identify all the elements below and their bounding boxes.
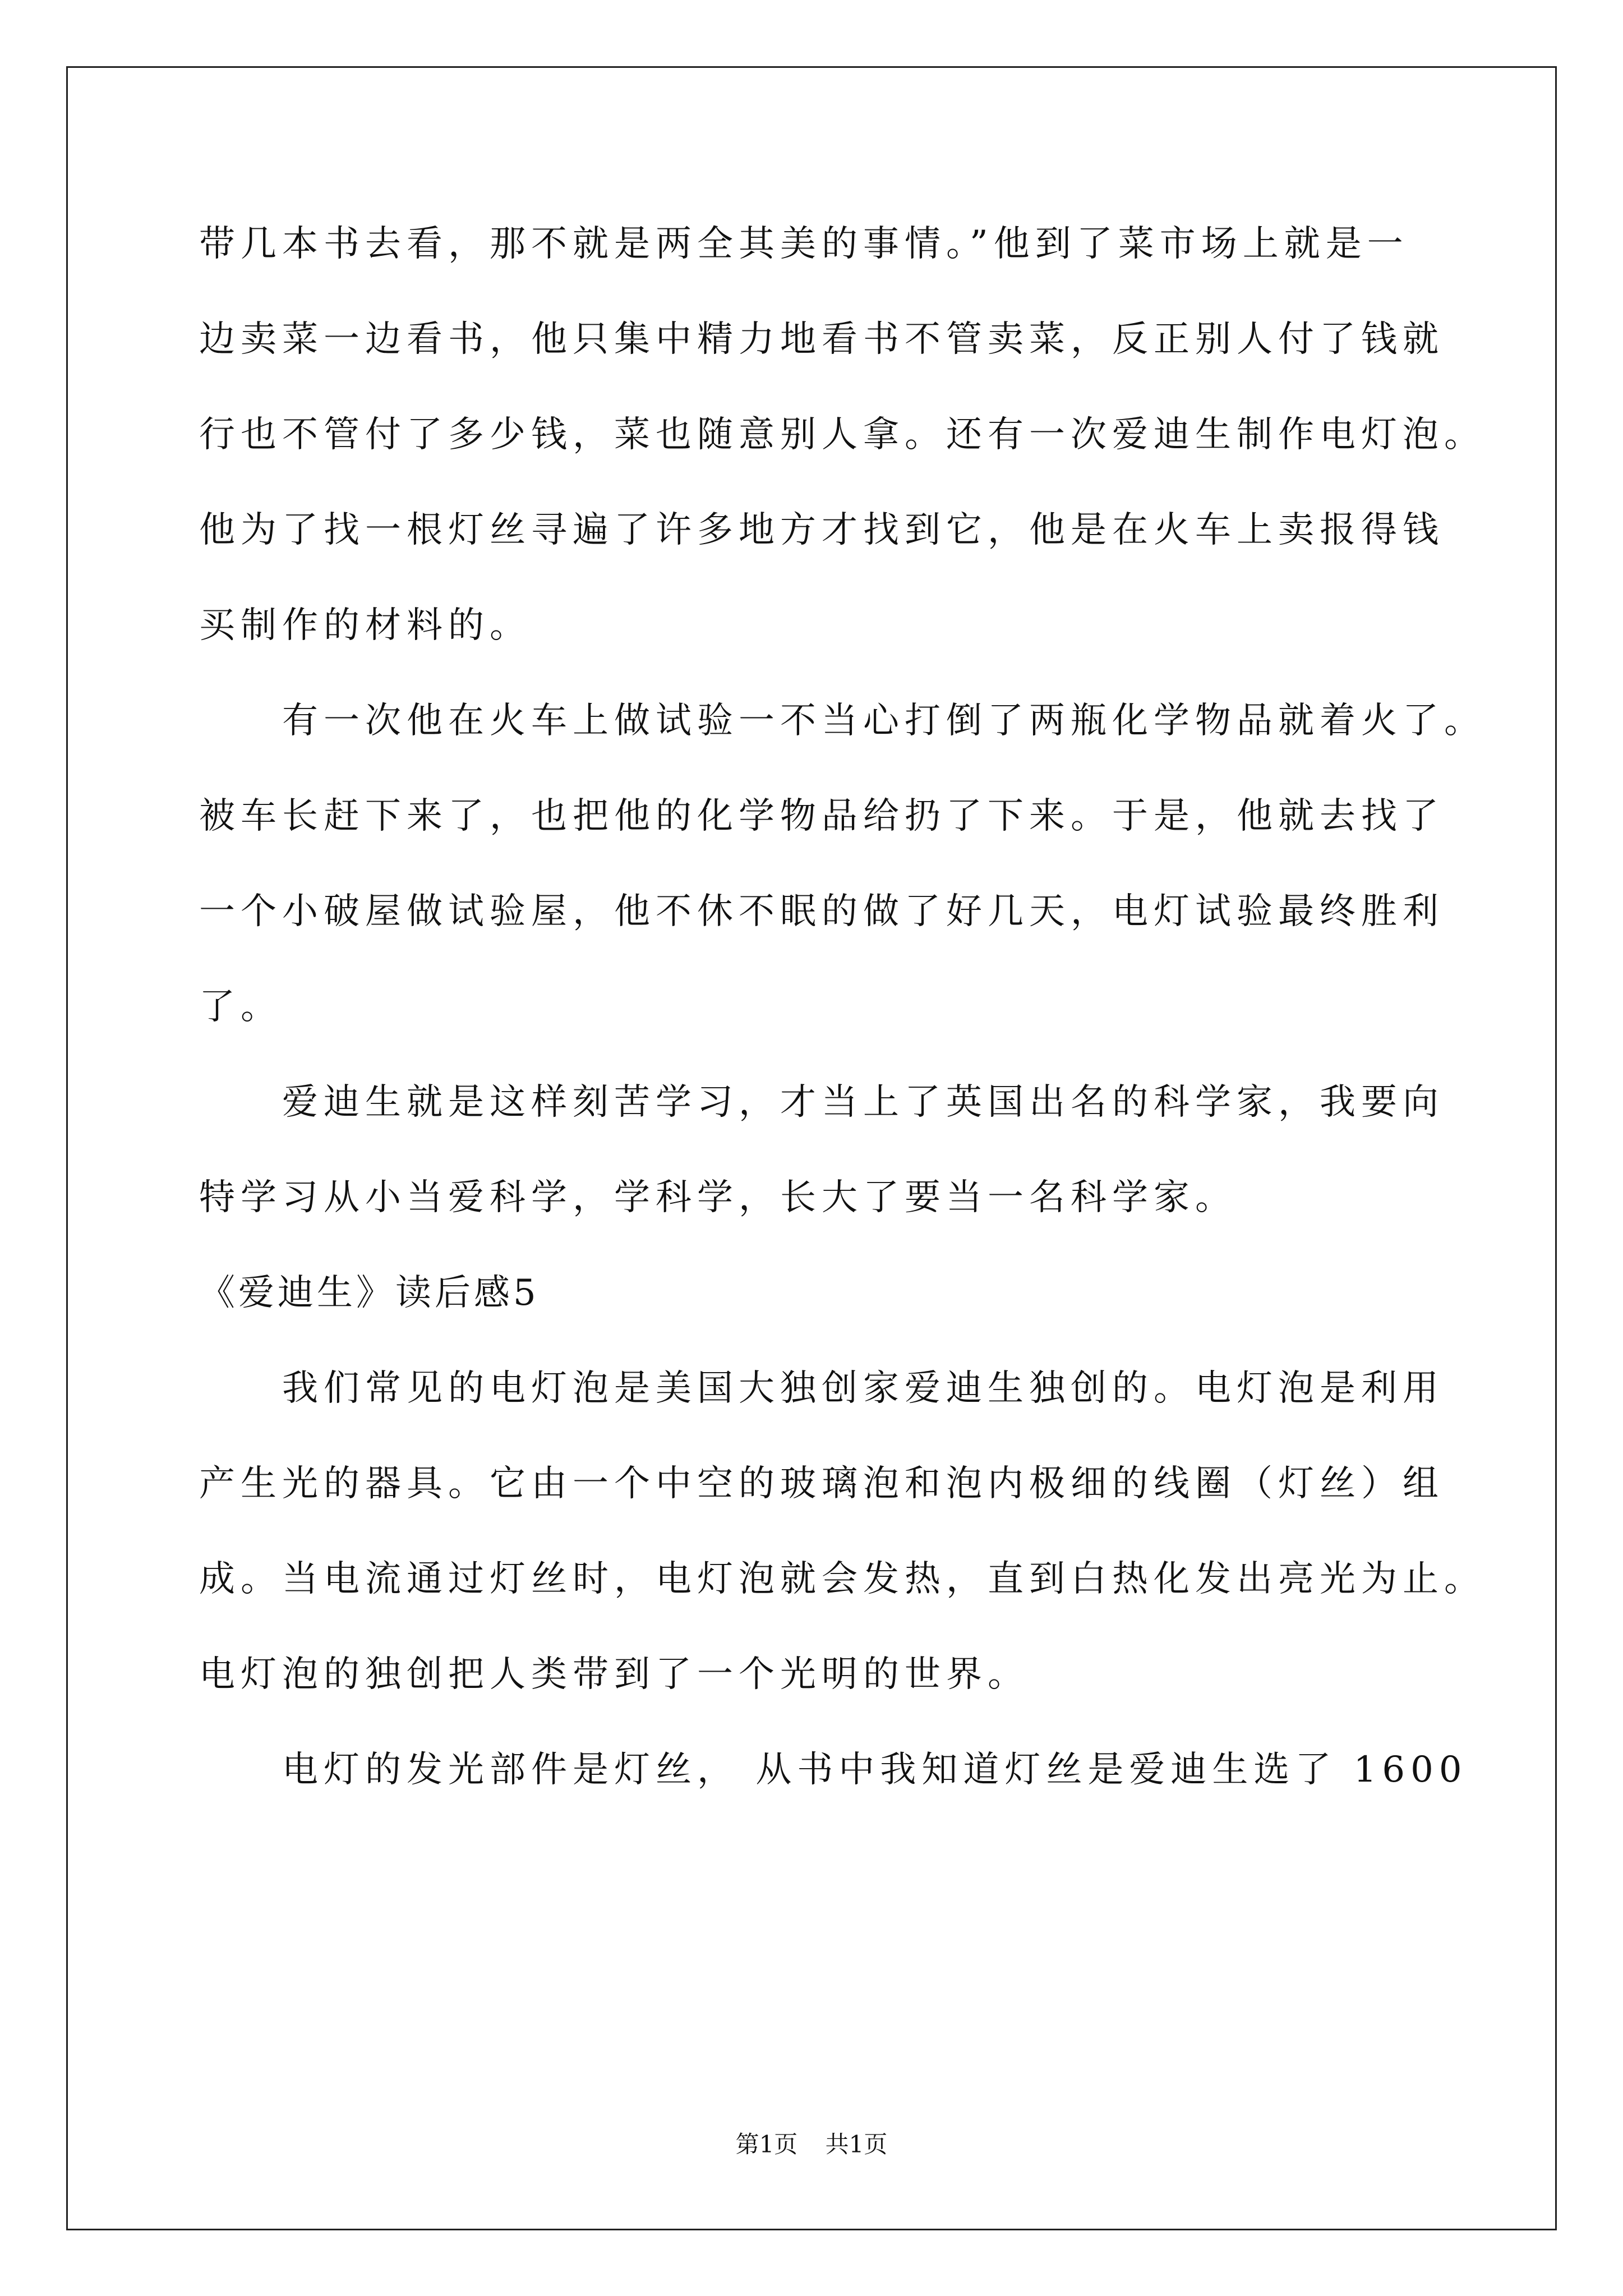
- page-number: 第1页: [735, 2131, 798, 2158]
- text-line: 成。当电流通过灯丝时，电灯泡就会发热，直到白热化发出亮光为止。: [199, 1558, 1486, 1600]
- paragraph-3: [199, 1069, 1455, 1259]
- paragraph-4: [199, 1355, 1486, 1736]
- text-line: 被车长赶下来了，也把他的化学物品给扔了下来。于是，他就去找了: [199, 795, 1444, 837]
- text-line: 爱迪生就是这样刻苦学习，才当上了英国出名的科学家，我要向: [282, 1082, 1444, 1123]
- text-line: 行也不管付了多少钱，菜也随意别人拿。还有一次爱迪生制作电灯泡。: [199, 414, 1486, 455]
- page-footer: [0, 2126, 1623, 2160]
- text-line: 产生光的器具。它由一个中空的玻璃泡和泡内极细的线圈（灯丝）组: [199, 1463, 1444, 1504]
- text-line: 带几本书去看，那不就是两全其美的事情。”他到了菜市场上就是一: [199, 223, 1409, 265]
- document-body: [199, 210, 1486, 1832]
- text-line: 了。: [199, 986, 282, 1028]
- text-line: 他为了找一根灯丝寻遍了许多地方才找到它，他是在火车上卖报得钱: [199, 509, 1444, 551]
- page-total: 共1页: [825, 2131, 888, 2158]
- text-line: 电灯泡的独创把人类带到了一个光明的世界。: [199, 1654, 1029, 1695]
- paragraph-2: [199, 687, 1486, 1069]
- text-line: 买制作的材料的。: [199, 605, 531, 646]
- text-line: 特学习从小当爱科学，学科学，长大了要当一名科学家。: [199, 1177, 1237, 1218]
- section-heading: 《爱迪生》读后感5: [199, 1272, 540, 1314]
- text-line: 我们常见的电灯泡是美国大独创家爱迪生独创的。电灯泡是利用: [282, 1368, 1444, 1409]
- text-line: 有一次他在火车上做试验一不当心打倒了两瓶化学物品就着火了。: [282, 700, 1486, 742]
- text-line: 一个小破屋做试验屋，他不休不眠的做了好几天，电灯试验最终胜利: [199, 891, 1444, 932]
- text-line: 边卖菜一边看书，他只集中精力地看书不管卖菜，反正别人付了钱就: [199, 319, 1444, 360]
- paragraph-1: [199, 210, 1486, 687]
- paragraph-5: [199, 1736, 1468, 1832]
- text-line: 电灯的发光部件是灯丝， 从书中我知道灯丝是爱迪生选了 1600: [282, 1749, 1468, 1791]
